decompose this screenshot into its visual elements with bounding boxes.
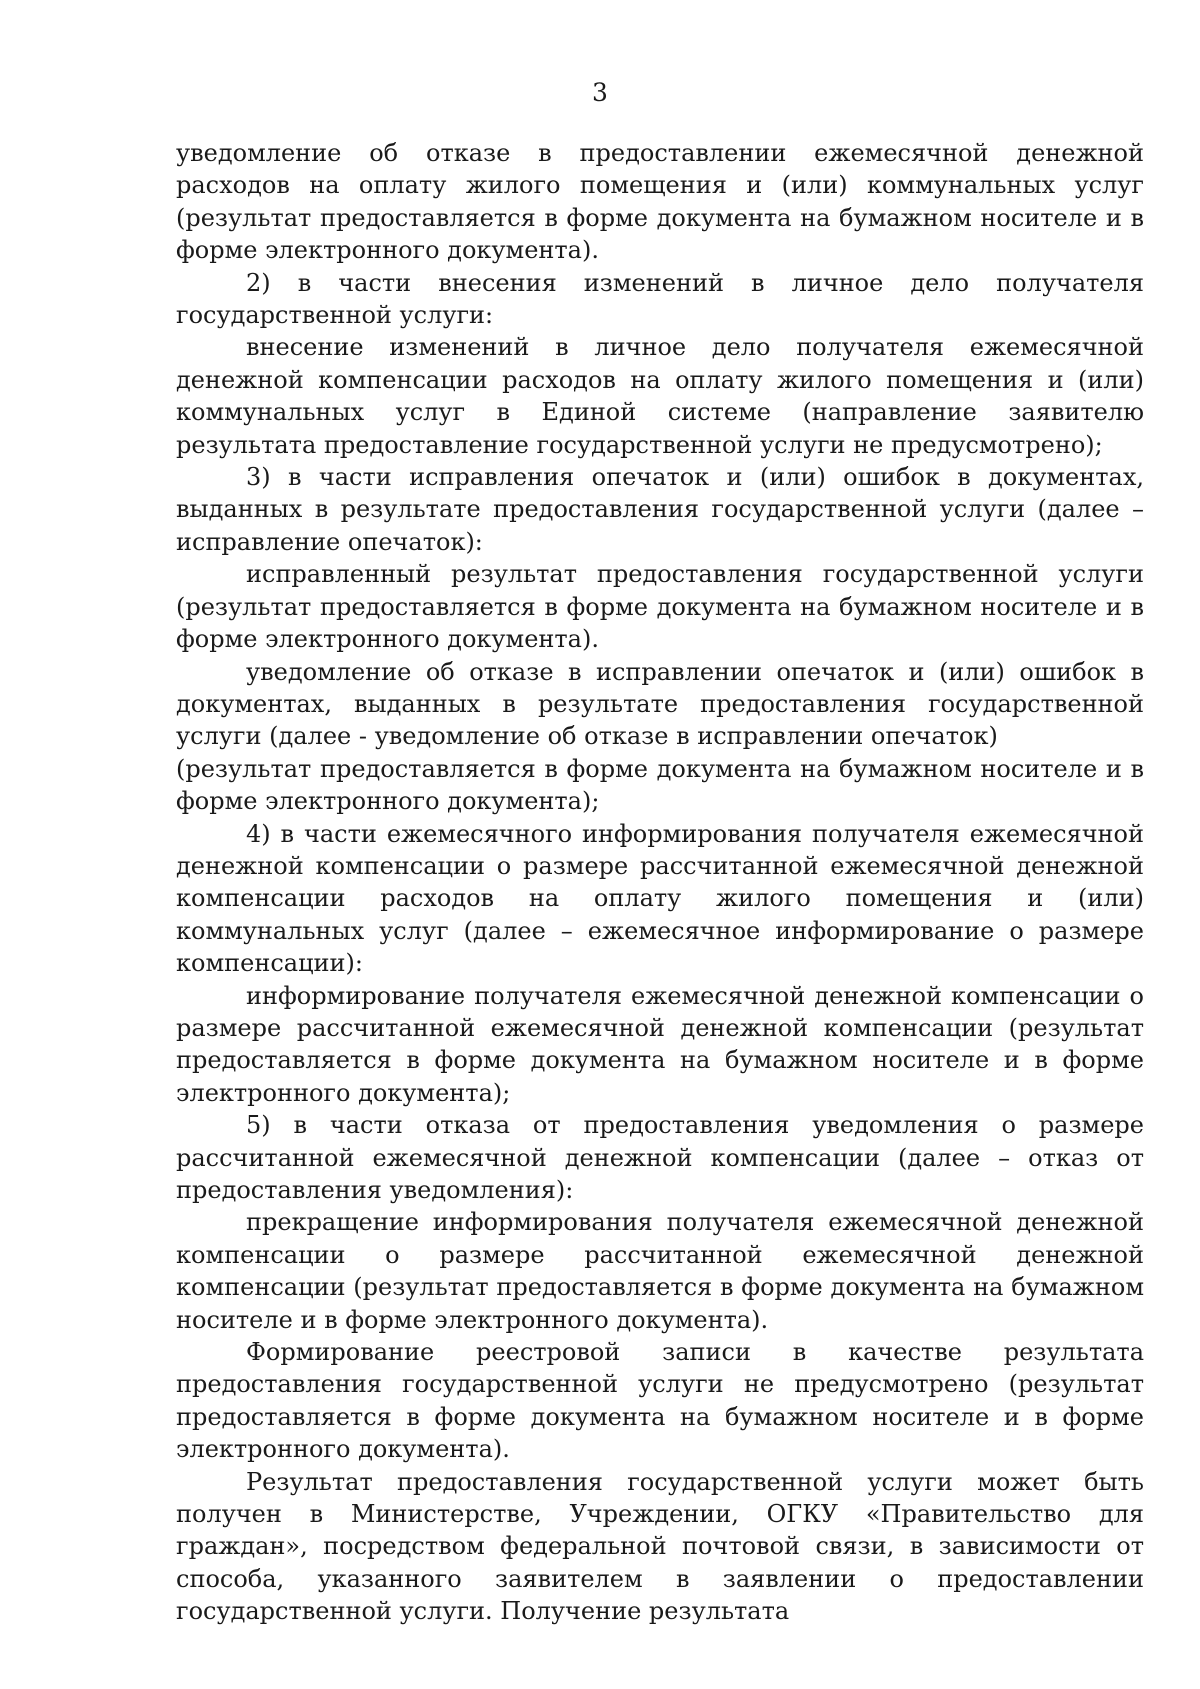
paragraph: внесение изменений в личное дело получателя ежемесячной денежной компенсации расходов на оплату жилого помещения и (или) коммунальных услуг в Единой системе (направление заявителю результата предоставление государственной услуги не предусмотрено); bbox=[176, 333, 1144, 459]
paragraph: 2) в части внесения изменений в личное дело получателя государственной услуги: bbox=[176, 268, 1144, 330]
paragraph: 5) в части отказа от предоставления уведомления о размере рассчитанной ежемесячной денежной компенсации (далее – отказ от предоставления уведомления): bbox=[176, 1111, 1144, 1204]
paragraph: уведомление об отказе в предоставлении ежемесячной денежной расходов на оплату жилого помещения и (или) коммунальных услуг (результат предоставляется в форме документа на бумажном носителе и в форме электронного документа). bbox=[176, 139, 1144, 265]
paragraph: 4) в части ежемесячного информирования получателя ежемесячной денежной компенсации о размере рассчитанной ежемесячной денежной компенсации расходов на оплату жилого помещения и (или) коммунальных услуг (далее – ежемесячное информирование о размере компенсации): bbox=[176, 819, 1144, 978]
paragraph: исправленный результат предоставления государственной услуги (результат предоставляется в форме документа на бумажном носителе и в форме электронного документа). bbox=[176, 560, 1144, 654]
document-body bbox=[176, 137, 1144, 1628]
paragraph: (результат предоставляется в форме документа на бумажном носителе и в форме электронного документа); bbox=[176, 754, 1144, 816]
paragraph: Результат предоставления государственной услуги может быть получен в Министерстве, Учреждении, ОГКУ «Правительство для граждан», посредством федеральной почтовой связи, в зависимости от способа, указанного заявителем в заявлении о предоставлении государственной услуги. Получение результата bbox=[176, 1467, 1144, 1626]
paragraph: информирование получателя ежемесячной денежной компенсации о размере рассчитанной ежемесячной денежной компенсации (результат предоставляется в форме документа на бумажном носителе и в форме электронного документа); bbox=[176, 981, 1144, 1107]
paragraph: 3) в части исправления опечаток и (или) ошибок в документах, выданных в результате предоставления государственной услуги (далее – исправление опечаток): bbox=[176, 463, 1144, 556]
page-number: 3 bbox=[592, 78, 608, 107]
paragraph: уведомление об отказе в исправлении опечаток и (или) ошибок в документах, выданных в результате предоставления государственной услуги (далее - уведомление об отказе в исправлении опечаток) bbox=[176, 657, 1144, 751]
paragraph: Формирование реестровой записи в качестве результата предоставления государственной услуги не предусмотрено (результат предоставляется в форме документа на бумажном носителе и в форме электронного документа). bbox=[176, 1338, 1144, 1464]
paragraph: прекращение информирования получателя ежемесячной денежной компенсации о размере рассчитанной ежемесячной денежной компенсации (результат предоставляется в форме документа на бумажном носителе и в форме электронного документа). bbox=[176, 1208, 1144, 1334]
